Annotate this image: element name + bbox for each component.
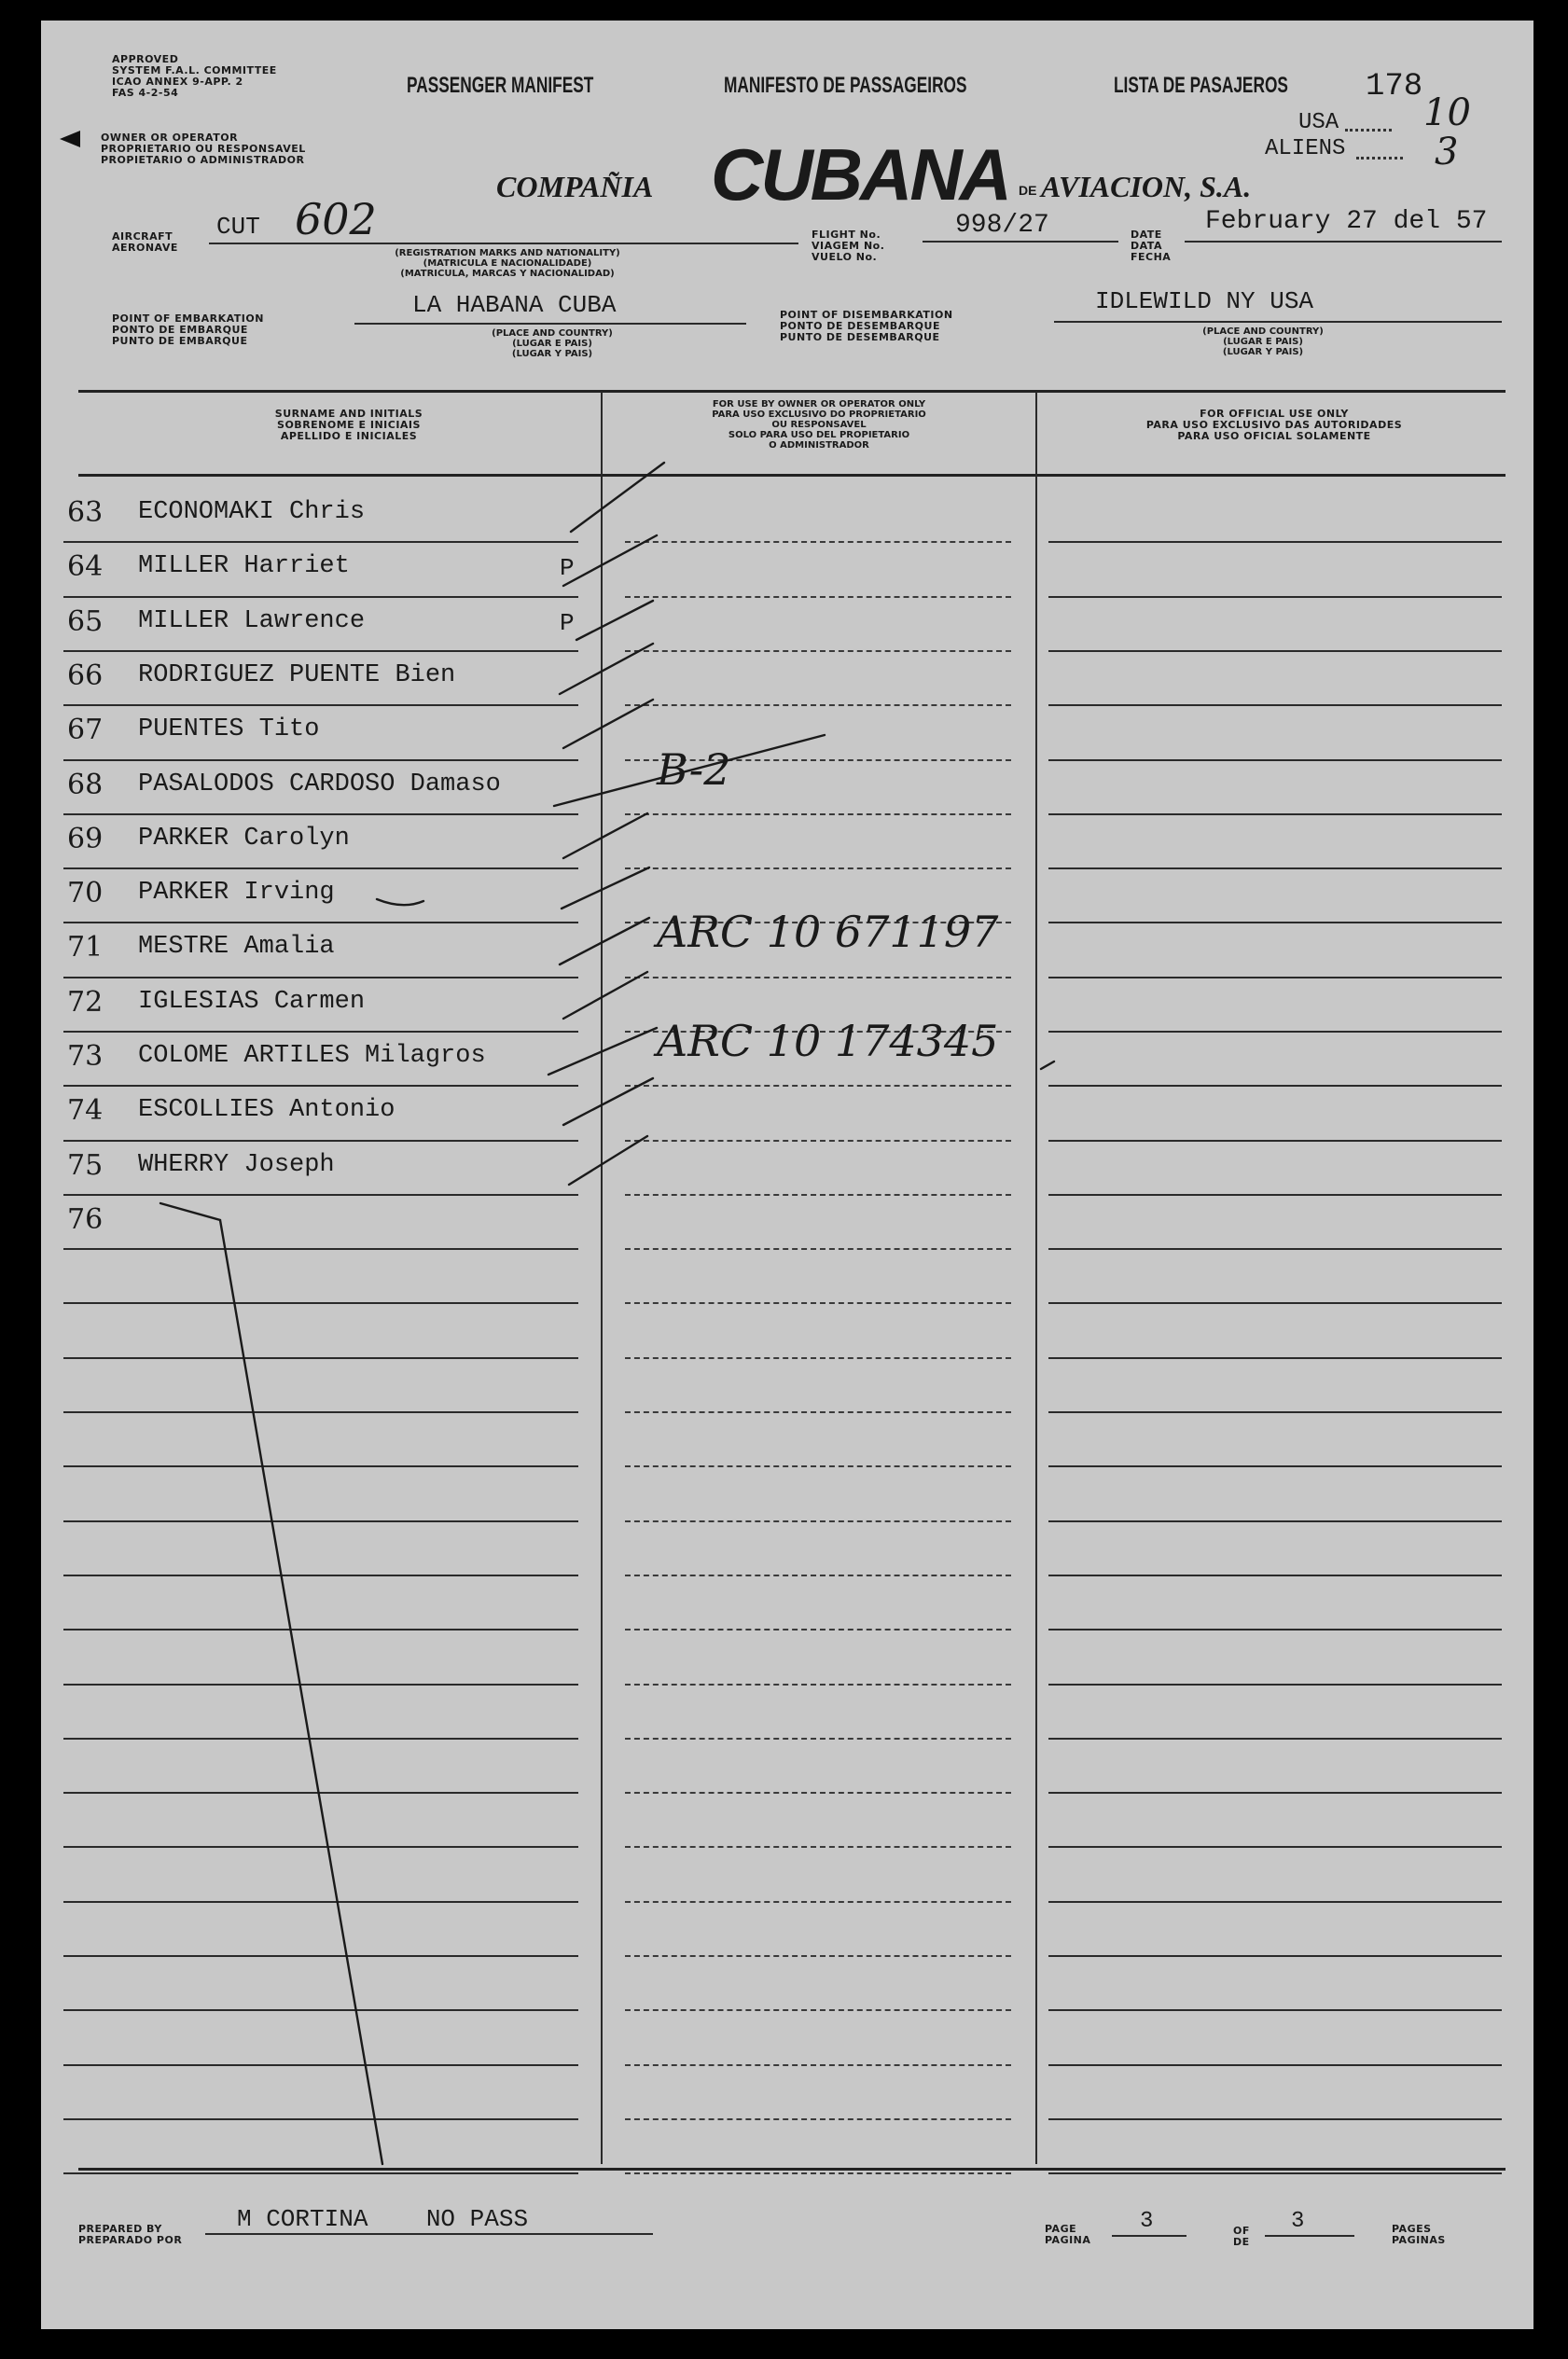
pages-label	[1392, 2224, 1446, 2246]
airline-prefix: COMPAÑIA	[496, 170, 654, 203]
passenger-name: PARKER Irving	[138, 879, 335, 908]
column-header-line: FOR USE BY OWNER OR OPERATOR ONLY	[712, 399, 926, 409]
aircraft-sub-line: (REGISTRATION MARKS AND NATIONALITY)	[395, 248, 620, 258]
column-header-line: OU RESPONSAVEL	[771, 420, 867, 430]
prepared-label-line: PREPARADO POR	[78, 2234, 183, 2246]
disembarkation-label-line: PONTO DE DESEMBARQUE	[780, 320, 940, 332]
column-header-line: SOLO PARA USO DEL PROPIETARIO	[728, 430, 910, 440]
aliens-label: ALIENS	[1265, 136, 1346, 161]
embarkation-sub-line: (LUGAR Y PAIS)	[511, 349, 593, 359]
column-header-line: APELLIDO E INICIALES	[280, 430, 418, 442]
page-underline	[1112, 2235, 1186, 2237]
pages-label-line: PAGINAS	[1392, 2234, 1446, 2246]
column-header-line: O ADMINISTRADOR	[769, 440, 869, 451]
column-header-line: FOR OFFICIAL USE ONLY	[1200, 408, 1349, 420]
check-stroke	[571, 463, 664, 532]
handwritten-note: B-2	[657, 743, 731, 795]
check-stroke	[563, 972, 647, 1019]
prepared-underline	[205, 2233, 653, 2235]
passenger-name: MILLER Harriet	[138, 552, 350, 581]
date-label-line: DATE	[1131, 229, 1162, 241]
page-label-line: PAGE	[1045, 2223, 1077, 2235]
embarkation-sub-line: (LUGAR E PAIS)	[512, 339, 592, 349]
title-spanish: LISTA DE PASAJEROS	[1114, 73, 1288, 98]
embarkation-label-line: POINT OF EMBARKATION	[112, 312, 264, 325]
passenger-name: PASALODOS CARDOSO Damaso	[138, 770, 501, 798]
aircraft-handwritten: 602	[295, 194, 377, 244]
passenger-name: MILLER Lawrence	[138, 606, 366, 635]
approval-line: APPROVED	[112, 53, 179, 65]
check-stroke	[554, 735, 825, 806]
embarkation-label-line: PONTO DE EMBARQUE	[112, 324, 248, 336]
check-stroke	[563, 1078, 653, 1125]
column-header-line: SURNAME AND INITIALS	[274, 408, 423, 420]
disembarkation-sub-line: (PLACE AND COUNTRY)	[1202, 326, 1324, 337]
manifest-number: 178	[1366, 69, 1423, 104]
check-stroke	[1041, 1062, 1054, 1069]
column-header-line: PARA USO OFICIAL SOLAMENTE	[1177, 430, 1371, 442]
date-label-line: FECHA	[1131, 251, 1172, 263]
owner-label-line: PROPIETARIO O ADMINISTRADOR	[101, 154, 305, 166]
row-number: 71	[67, 931, 104, 964]
handwritten-note: ARC 10 671197	[657, 907, 999, 958]
passenger-name: MESTRE Amalia	[138, 933, 335, 962]
aircraft-typed: CUT	[216, 213, 260, 241]
usa-count: 10	[1423, 91, 1471, 134]
passenger-name: PUENTES Tito	[138, 715, 320, 744]
passenger-mark: P	[560, 608, 575, 637]
of-label	[1233, 2226, 1250, 2248]
pages-label-line: PAGES	[1392, 2223, 1432, 2235]
disembarkation-value: IDLEWILD NY USA	[1095, 287, 1314, 315]
flight-label-line: VUELO No.	[812, 251, 878, 263]
aircraft-label-line: AIRCRAFT	[112, 230, 173, 243]
approval-line: SYSTEM F.A.L. COMMITTEE	[112, 64, 277, 76]
flight-label-line: FLIGHT No.	[812, 229, 881, 241]
handwritten-note: ARC 10 174345	[657, 1016, 999, 1066]
check-stroke	[562, 867, 649, 909]
check-stroke	[563, 813, 647, 858]
of-label-line: OF	[1233, 2225, 1250, 2237]
title-portuguese: MANIFESTO DE PASSAGEIROS	[724, 73, 967, 98]
disembarkation-label-line: POINT OF DISEMBARKATION	[780, 309, 953, 321]
owner-label-line: OWNER OR OPERATOR	[101, 132, 239, 144]
row-number: 70	[67, 877, 104, 910]
page-label-line: PAGINA	[1045, 2234, 1091, 2246]
disembarkation-label-line: PUNTO DE DESEMBARQUE	[780, 331, 940, 343]
aircraft-sub-line: (MATRICULA, MARCAS Y NACIONALIDAD)	[400, 269, 615, 279]
date-value: February 27 del 57	[1205, 207, 1488, 236]
row-number: 72	[67, 985, 104, 1019]
airline-name: CUBANA	[711, 133, 1009, 215]
row-number: 76	[67, 1202, 104, 1236]
usa-label: USA	[1298, 110, 1339, 135]
row-number: 73	[67, 1040, 104, 1073]
page-value: 3	[1140, 2209, 1154, 2234]
embarkation-sub-line: (PLACE AND COUNTRY)	[492, 328, 613, 339]
passenger-name: COLOME ARTILES Milagros	[138, 1042, 486, 1070]
row-number: 68	[67, 768, 104, 801]
passenger-name: ESCOLLIES Antonio	[138, 1096, 395, 1125]
flight-number: 998/27	[955, 211, 1049, 240]
embarkation-label-line: PUNTO DE EMBARQUE	[112, 335, 248, 347]
row-number: 66	[67, 659, 104, 692]
embarkation-value: LA HABANA CUBA	[412, 291, 617, 319]
column-header-line: SOBRENOME E INICIAIS	[277, 419, 421, 431]
passenger-name: ECONOMAKI Chris	[138, 498, 366, 526]
row-number: 65	[67, 604, 104, 638]
disembarkation-sub-line: (LUGAR E PAIS)	[1223, 337, 1303, 347]
row-number: 64	[67, 550, 104, 584]
row-number: 75	[67, 1148, 104, 1182]
prepared-value: M CORTINA NO PASS	[237, 2205, 529, 2233]
row-number: 74	[67, 1094, 104, 1128]
page-label	[1045, 2224, 1090, 2246]
check-stroke	[560, 644, 653, 694]
passenger-mark: P	[560, 554, 575, 583]
approval-line: ICAO ANNEX 9-APP. 2	[112, 76, 243, 88]
row-number: 63	[67, 496, 104, 529]
check-stroke	[563, 535, 657, 586]
approval-line: FAS 4-2-54	[112, 87, 179, 99]
prepared-label-line: PREPARED BY	[78, 2223, 162, 2235]
of-underline	[1265, 2235, 1354, 2237]
check-stroke	[560, 918, 649, 964]
column-header-line: PARA USO EXCLUSIVO DAS AUTORIDADES	[1145, 419, 1403, 431]
airline-mid: DE	[1019, 183, 1037, 198]
row-number: 67	[67, 714, 104, 747]
passenger-name: PARKER Carolyn	[138, 824, 350, 853]
column-header-line: PARA USO EXCLUSIVO DO PROPRIETARIO	[712, 409, 926, 420]
airline-suffix: AVIACION, S.A.	[1041, 170, 1252, 203]
long-strike-line	[160, 1203, 382, 2164]
aircraft-sub-line: (MATRICULA E NACIONALIDADE)	[423, 258, 592, 269]
pen-marks	[41, 21, 1533, 2329]
prepared-label	[78, 2224, 182, 2246]
aliens-count: 3	[1435, 131, 1459, 173]
passenger-name: IGLESIAS Carmen	[138, 987, 366, 1016]
check-stroke	[576, 601, 653, 640]
date-label-line: DATA	[1131, 240, 1162, 252]
flight-label-line: VIAGEM No.	[812, 240, 885, 252]
passenger-name: RODRIGUEZ PUENTE Bien	[138, 660, 456, 689]
of-label-line: DE	[1233, 2236, 1250, 2248]
passenger-name: WHERRY Joseph	[138, 1150, 335, 1179]
check-stroke	[548, 1028, 657, 1075]
underline-stroke	[377, 899, 423, 905]
disembarkation-sub-line: (LUGAR Y PAIS)	[1222, 347, 1304, 357]
row-number: 69	[67, 822, 104, 855]
owner-label-line: PROPRIETARIO OU RESPONSAVEL	[101, 143, 306, 155]
aircraft-label-line: AERONAVE	[112, 242, 178, 254]
manifest-sheet	[41, 21, 1533, 2329]
of-value: 3	[1291, 2209, 1305, 2234]
check-stroke	[563, 700, 653, 748]
title-english: PASSENGER MANIFEST	[407, 73, 594, 98]
check-stroke	[569, 1136, 647, 1185]
